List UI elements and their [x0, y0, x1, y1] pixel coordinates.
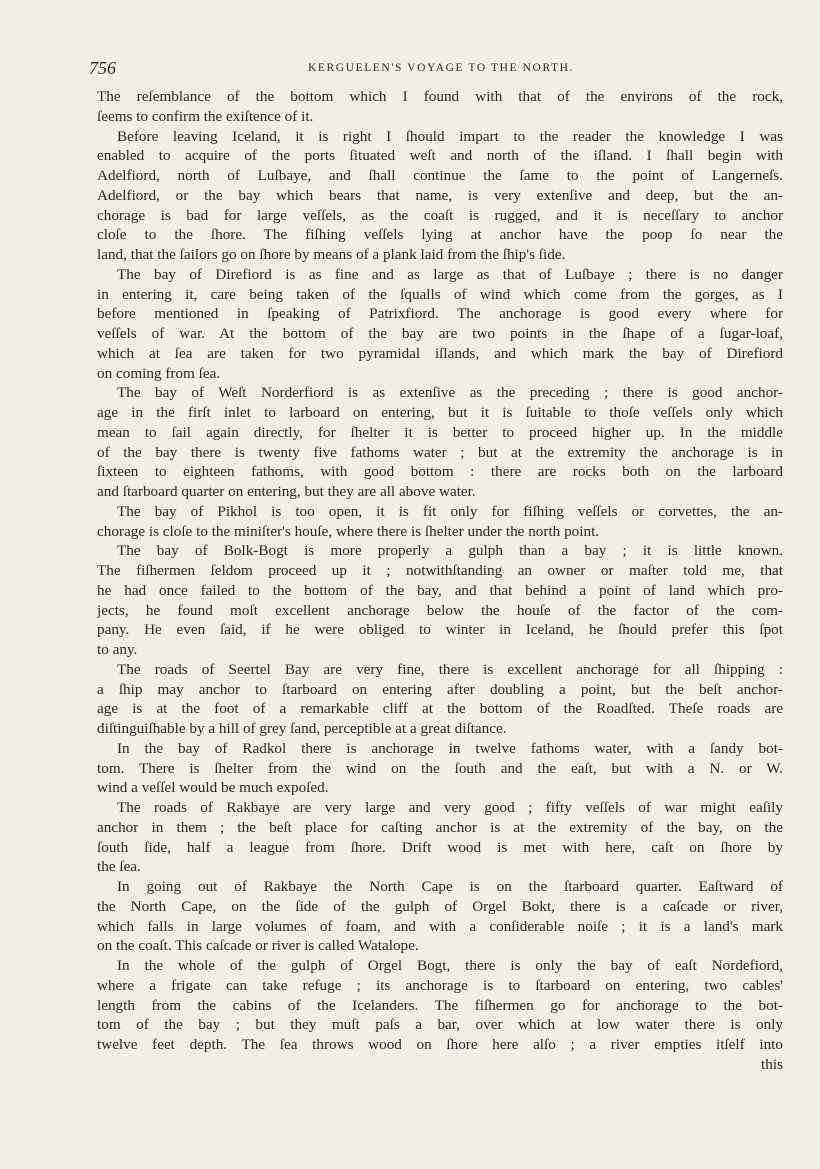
- text-line: The bay of Bolk-Bogt is more properly a gulph than a bay ; it is little known.: [117, 542, 783, 560]
- paragraph: [97, 265, 783, 384]
- paragraph: [97, 660, 783, 739]
- text-line: the North Cape, on the ſide of the gulph of Orgel Bokt, there is a caſcade or river,: [97, 897, 783, 915]
- paragraph: [97, 383, 783, 502]
- text-line: before mentioned in ſpeaking of Patrixfiord. The anchorage is good every where for: [97, 305, 783, 323]
- text-line: twelve feet depth. The ſea throws wood on ſhore here alſo ; a river empties itſelf into: [97, 1036, 783, 1053]
- text-line: a ſhip may anchor to ſtarboard on entering after doubling a point, but the beſt anchor-: [97, 680, 783, 698]
- running-head: KERGUELEN'S VOYAGE TO THE NORTH.: [307, 62, 575, 74]
- text-line: age in the firſt inlet to larboard on entering, but it is ſuitable to thoſe veſſels only which: [97, 404, 783, 421]
- page-body: [97, 87, 783, 1075]
- text-line: on coming from ſea.: [97, 364, 221, 382]
- text-line: diſtinguiſhable by a hill of grey ſand, perceptible at a great diſtance.: [97, 720, 507, 737]
- paragraph: [97, 956, 783, 1055]
- text-line: tom. There is ſhelter from the wind on the ſouth and the eaſt, but with a N. or W.: [97, 759, 783, 777]
- text-line: wind a veſſel would be much expoſed.: [97, 779, 329, 797]
- text-line: In the whole of the gulph of Orgel Bogt, there is only the bay of eaſt Nordefiord,: [117, 957, 783, 974]
- paragraph: [97, 541, 783, 660]
- text-line: cloſe to the ſhore. The fiſhing veſſels lying at anchor have the poop ſo near the: [97, 226, 783, 244]
- text-line: Adelfiord, or the bay which bears that name, is very extenſive and deep, but the an-: [97, 186, 783, 204]
- text-line: Before leaving Iceland, it is right I ſhould impart to the reader the knowledge I was: [117, 127, 783, 145]
- text-line: anchor in them ; the beſt place for caſting anchor is at the extremity of the bay, on the: [97, 818, 783, 836]
- text-line: enabled to acquire of the ports ſituated weſt and north of the iſland. I ſhall begin with: [97, 147, 783, 165]
- paragraph: [97, 798, 783, 877]
- text-line: age is at the foot of a remarkable cliff at the bottom of the Roadſted. Theſe roads are: [97, 700, 783, 718]
- text-line: In the bay of Radkol there is anchorage in twelve fathoms water, with a ſandy bot-: [117, 739, 783, 757]
- catchword: this: [761, 1055, 783, 1073]
- text-line: veſſels of war. At the bottom of the bay are two points in the ſhape of a ſugar-loaf,: [97, 325, 783, 342]
- text-line: length from the cabins of the Icelanders. The fiſhermen go for anchorage to the bot-: [97, 996, 783, 1014]
- text-line: In going out of Rakbaye the North Cape is on the ſtarboard quarter. Eaſtward of: [117, 878, 783, 895]
- text-line: ſeems to confirm the exiſtence of it.: [97, 107, 314, 125]
- text-line: Adelfiord, north of Luſbaye, and ſhall continue the ſame to the point of Langerneſs.: [97, 167, 783, 184]
- text-line: in entering it, care being taken of the ſqualls of wind which come from the gorges, as I: [97, 285, 783, 303]
- text-line: ſixteen to eighteen fathoms, with good bottom : there are rocks both on the larboard: [97, 463, 783, 481]
- text-line: The bay of Pikhol is too open, it is fit only for fiſhing veſſels or corvettes, the an-: [117, 502, 783, 520]
- text-line: which at ſea are taken for two pyramidal iſlands, and which mark the bay of Direfiord: [97, 344, 783, 362]
- paragraph: [97, 87, 783, 127]
- text-line: on the coaſt. This caſcade or river is called Watalope.: [97, 937, 419, 955]
- paragraph: [97, 877, 783, 956]
- text-line: the ſea.: [97, 858, 141, 876]
- text-line: chorage is bad for large veſſels, as the coaſt is rugged, and it is neceſſary to anchor: [97, 206, 783, 224]
- text-line: he had once failed to the bottom of the bay, and that behind a point of land which pro-: [97, 581, 783, 599]
- text-line: jects, he found moſt excellent anchorage below the houſe of the factor of the com-: [97, 601, 783, 619]
- page-header: [89, 58, 785, 82]
- text-line: ſouth ſide, half a league from ſhore. Drift wood is met with here, caſt on ſhore by: [97, 838, 783, 856]
- paragraph: [97, 127, 783, 265]
- text-line: of the bay there is twenty five fathoms water ; but at the extremity the anchorage is in: [97, 443, 783, 461]
- text-line: which falls in large volumes of foam, and with a conſiderable noiſe ; it is a land's mark: [97, 917, 783, 935]
- text-line: where a frigate can take refuge ; its anchorage is to ſtarboard on entering, two cables': [97, 976, 783, 994]
- text-line: The reſemblance of the bottom which I found with that of the environs of the rock,: [97, 88, 783, 105]
- paragraph: [97, 502, 783, 542]
- text-line: land, that the ſailors go on ſhore by means of a plank laid from the ſhip's ſide.: [97, 246, 566, 263]
- text-line: tom of the bay ; but they muſt paſs a bar, over which at low water there is only: [97, 1016, 783, 1034]
- text-line: The bay of Weſt Norderfiord is as extenſive as the preceding ; there is good anchor-: [117, 384, 783, 402]
- text-line: chorage is cloſe to the miniſter's houſe, where there is ſhelter under the north point.: [97, 522, 600, 540]
- text-line: and ſtarboard quarter on entering, but they are all above water.: [97, 483, 476, 500]
- text-line: The roads of Seertel Bay are very fine, there is excellent anchorage for all ſhipping :: [117, 660, 783, 678]
- text-line: to any.: [97, 641, 138, 658]
- text-line: pany. He even ſaid, if he were obliged to winter in Iceland, he ſhould prefer this ſpot: [97, 621, 783, 639]
- text-line: The roads of Rakbaye are very large and very good ; fifty veſſels of war might eaſily: [117, 799, 783, 816]
- text-line: The bay of Direfiord is as fine and as large as that of Luſbaye ; there is no danger: [117, 265, 783, 283]
- paragraph: [97, 739, 783, 798]
- text-line: mean to ſail again directly, for ſhelter it is better to proceed higher up. In the middle: [97, 423, 783, 441]
- page-number: 756: [89, 58, 116, 78]
- text-line: The fiſhermen ſeldom proceed up it ; notwithſtanding an owner or maſter told me, that: [97, 562, 783, 579]
